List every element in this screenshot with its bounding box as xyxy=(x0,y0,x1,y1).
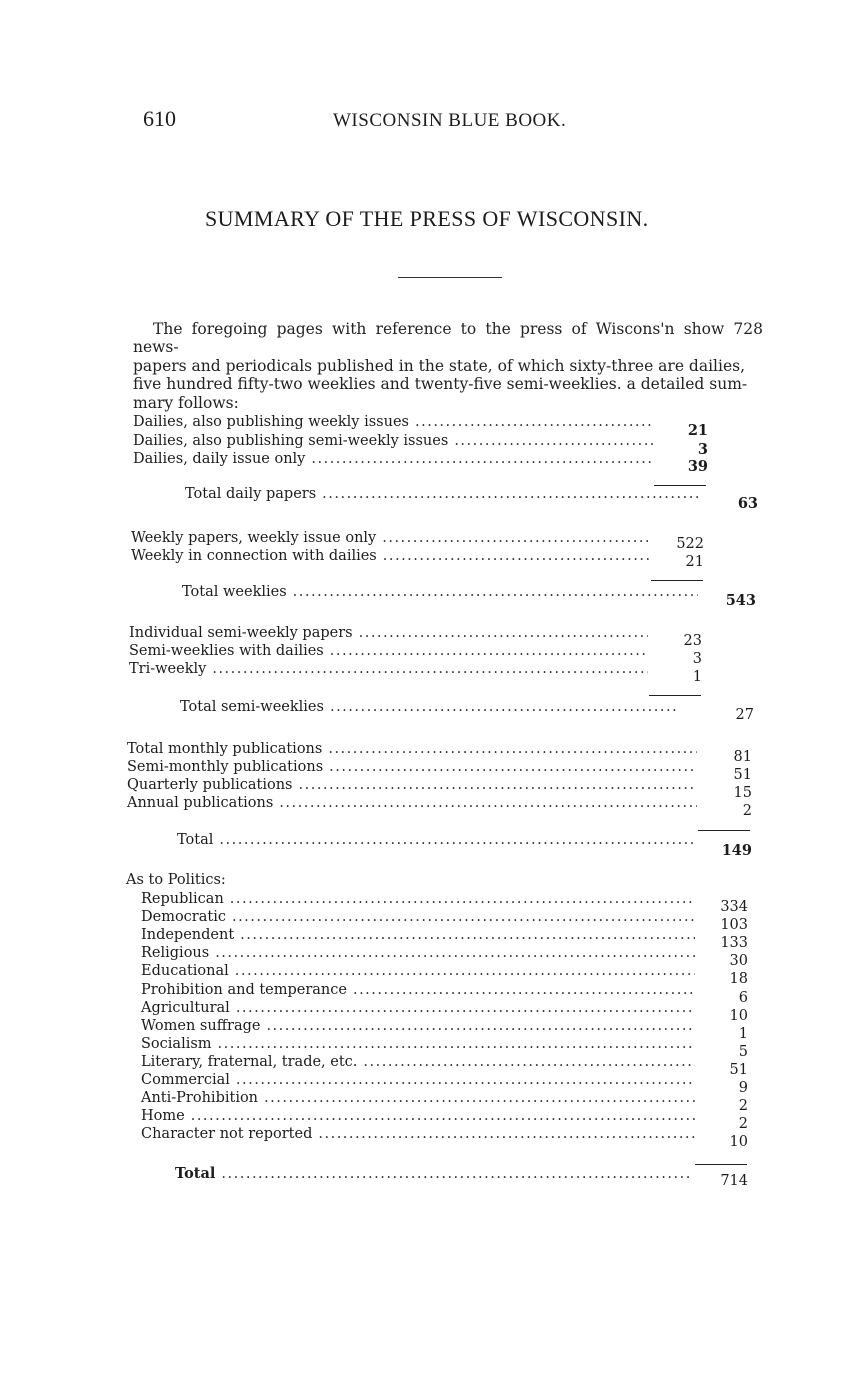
row-value: 1 xyxy=(692,669,702,685)
row-label: Commercial xyxy=(141,1072,230,1088)
total-label: Total weeklies xyxy=(182,584,287,600)
row-label: Annual publications xyxy=(127,795,274,811)
row-value: 5 xyxy=(738,1044,748,1060)
total-row xyxy=(180,699,685,717)
row-label: Dailies, also publishing weekly issues xyxy=(133,414,409,430)
table-row xyxy=(141,982,701,1000)
politics-heading: As to Politics: xyxy=(126,872,226,888)
row-value: 10 xyxy=(729,1008,748,1024)
row-value: 18 xyxy=(729,971,748,987)
table-row xyxy=(133,451,659,469)
table-row xyxy=(141,891,701,909)
intro-line: five hundred fifty-two weeklies and twenty-five semi-weeklies. a detailed sum- xyxy=(133,375,748,394)
table-row xyxy=(141,1090,701,1108)
row-label: Educational xyxy=(141,963,229,979)
row-value: 15 xyxy=(733,785,752,801)
row-label: Tri-weekly xyxy=(129,661,207,677)
table-row xyxy=(127,795,703,813)
total-label: Total xyxy=(175,1165,216,1182)
total-row xyxy=(185,486,707,504)
total-label: Total daily papers xyxy=(185,486,317,502)
table-row xyxy=(141,1000,701,1018)
row-value: 2 xyxy=(742,803,752,819)
table-row xyxy=(127,777,703,795)
subtotal-rule xyxy=(695,1164,747,1165)
table-row xyxy=(141,963,701,981)
intro-line: mary follows: xyxy=(133,393,239,412)
row-label: Religious xyxy=(141,945,210,961)
table-row xyxy=(141,1036,701,1054)
row-label: Individual semi-weekly papers xyxy=(129,625,353,641)
row-label: Weekly papers, weekly issue only xyxy=(131,530,377,546)
subtotal-rule xyxy=(649,695,701,696)
table-row xyxy=(141,1018,701,1036)
row-value: 6 xyxy=(738,990,748,1006)
row-value: 133 xyxy=(720,935,748,951)
row-label: Literary, fraternal, trade, etc. xyxy=(141,1054,358,1070)
table-row xyxy=(129,661,654,679)
table-row xyxy=(141,927,701,945)
row-label: Weekly in connection with dailies xyxy=(131,548,377,564)
row-label: Semi-monthly publications xyxy=(127,759,324,775)
table-row xyxy=(141,945,701,963)
total-value: 27 xyxy=(735,707,754,723)
table-row xyxy=(141,1054,701,1072)
table-row xyxy=(129,625,654,643)
row-label: Women suffrage xyxy=(141,1018,261,1034)
intro-line: The foregoing pages with reference to the press of Wiscons'n show 728 news- xyxy=(133,320,763,357)
row-value: 9 xyxy=(738,1080,748,1096)
total-value: 149 xyxy=(721,842,752,859)
row-label: Dailies, also publishing semi-weekly issues xyxy=(133,433,449,449)
row-value: 3 xyxy=(692,651,702,667)
row-value: 2 xyxy=(738,1116,748,1132)
page-title: SUMMARY OF THE PRESS OF WISCONSIN. xyxy=(205,206,649,231)
row-label: Democratic xyxy=(141,909,226,925)
row-label: Dailies, daily issue only xyxy=(133,451,306,467)
total-row xyxy=(177,832,701,850)
row-label: Quarterly publications xyxy=(127,777,293,793)
table-row xyxy=(127,741,703,759)
row-value: 10 xyxy=(729,1134,748,1150)
table-row xyxy=(141,1126,701,1144)
row-label: Home xyxy=(141,1108,185,1124)
table-row xyxy=(127,759,703,777)
row-value: 334 xyxy=(720,899,748,915)
table-row xyxy=(141,1072,701,1090)
table-row xyxy=(129,643,654,661)
total-label: Total xyxy=(177,832,214,848)
row-value: 21 xyxy=(687,422,708,439)
table-row xyxy=(133,433,659,451)
row-value: 30 xyxy=(729,953,748,969)
row-value: 21 xyxy=(685,554,704,570)
title-rule xyxy=(398,277,502,278)
row-label: Prohibition and temperance xyxy=(141,982,347,998)
row-value: 23 xyxy=(683,633,702,649)
row-label: Anti-Prohibition xyxy=(141,1090,259,1106)
row-label: Semi-weeklies with dailies xyxy=(129,643,324,659)
running-head: WISCONSIN BLUE BOOK. xyxy=(333,110,567,131)
row-label: Republican xyxy=(141,891,224,907)
row-value: 103 xyxy=(720,917,748,933)
row-value: 81 xyxy=(733,749,752,765)
total-row xyxy=(182,584,704,602)
total-value: 543 xyxy=(725,592,756,609)
subtotal-rule xyxy=(698,830,750,831)
table-row xyxy=(141,909,701,927)
page-number: 610 xyxy=(143,106,176,131)
row-label: Agricultural xyxy=(141,1000,230,1016)
total-value: 63 xyxy=(737,495,758,512)
table-row xyxy=(131,530,656,548)
table-row xyxy=(141,1108,701,1126)
row-value: 2 xyxy=(738,1098,748,1114)
row-value: 1 xyxy=(738,1026,748,1042)
row-value: 3 xyxy=(697,441,708,458)
row-label: Independent xyxy=(141,927,235,943)
row-label: Socialism xyxy=(141,1036,212,1052)
total-label: Total semi-weeklies xyxy=(180,699,324,715)
table-row xyxy=(133,414,659,432)
row-value: 51 xyxy=(733,767,752,783)
intro-line: papers and periodicals published in the state, of which sixty-three are dailies, xyxy=(133,356,746,375)
row-label: Total monthly publications xyxy=(127,741,323,757)
intro-paragraph xyxy=(133,320,763,412)
total-row xyxy=(175,1165,699,1183)
row-label: Character not reported xyxy=(141,1126,313,1142)
row-value: 51 xyxy=(729,1062,748,1078)
table-row xyxy=(131,548,656,566)
row-value: 522 xyxy=(676,536,704,552)
subtotal-rule xyxy=(651,580,703,581)
row-value: 39 xyxy=(687,458,708,475)
total-value: 714 xyxy=(720,1173,748,1189)
